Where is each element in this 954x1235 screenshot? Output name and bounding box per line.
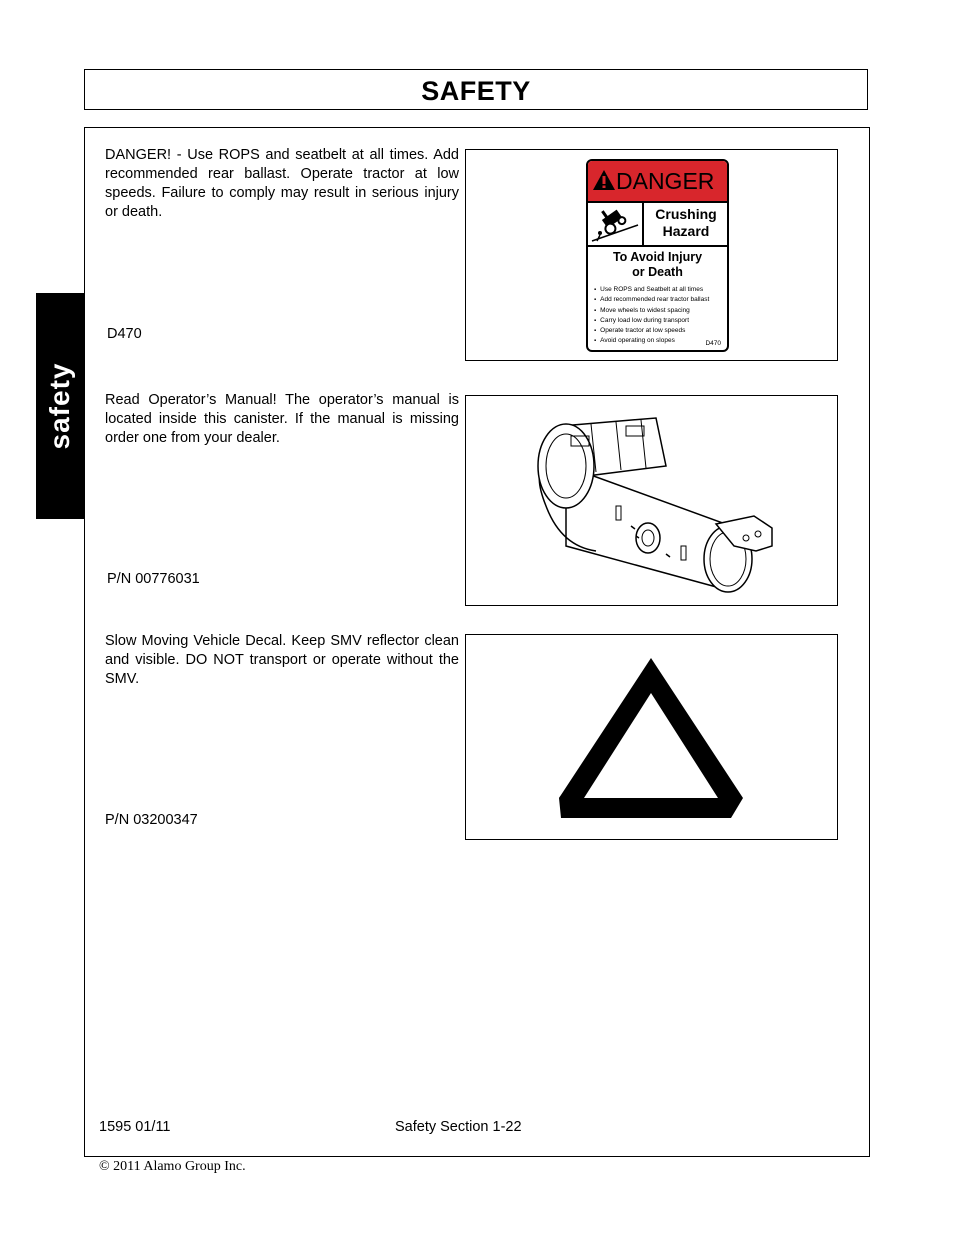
header-box [84,69,868,110]
footer-section-page: Safety Section 1-22 [395,1119,522,1135]
page-title: SAFETY [421,76,531,106]
warning-triangle-icon [592,169,616,191]
decal-bullet: ▪ Add recommended rear tractor ballast [594,295,727,305]
item-1-text: DANGER! - Use ROPS and seatbelt at all times. Add recommended rear ballast. Operate tractor at low speeds. Failure to comply may result in serious injury or death. [105,147,459,220]
danger-decal [586,159,729,352]
manual-canister-illustration [466,396,837,605]
decal-avoid-heading [588,250,727,280]
copyright: © 2011 Alamo Group Inc. [99,1159,246,1174]
side-tab-label: safety [44,362,75,450]
decal-bullet: ▪ Operate tractor at low speeds [594,326,727,336]
decal-hazard-row [588,203,727,247]
item-2-part-number: P/N 00776031 [107,571,200,587]
decal-hazard-line1: Crushing [655,206,717,222]
smv-decal-frame [465,634,838,840]
decal-bullet: ▪ Move wheels to widest spacing [594,306,727,316]
decal-hazard-text [644,206,728,240]
smv-triangle-icon [466,635,837,839]
danger-decal-frame [465,149,838,361]
decal-bullet: ▪ Carry load low during transport [594,316,727,326]
item-1-part-number: D470 [107,326,142,342]
decal-hazard-line2: Hazard [662,223,710,239]
decal-bullet: ▪ Use ROPS and Seatbelt at all times [594,285,727,295]
tractor-rollover-icon [588,203,644,245]
decal-bullet-list [594,285,727,347]
item-3-part-number: P/N 03200347 [105,812,198,828]
footer-model-date: 1595 01/11 [99,1119,171,1135]
item-2-text: Read Operator’s Manual! The operator’s manual is located inside this canister. If the manual is missing order one from your dealer. [105,392,459,446]
decal-signal-word: DANGER [616,168,715,194]
side-tab [36,293,84,519]
decal-code: D470 [705,340,721,347]
decal-avoid-line1: To Avoid Injury [612,250,703,264]
decal-header [588,161,727,203]
decal-bullet: ▪ Avoid operating on slopes [594,336,727,346]
item-3-text: Slow Moving Vehicle Decal. Keep SMV reflector clean and visible. DO NOT transport or operate without the SMV. [105,633,459,687]
decal-avoid-line2: or Death [632,265,683,279]
manual-canister-frame [465,395,838,606]
